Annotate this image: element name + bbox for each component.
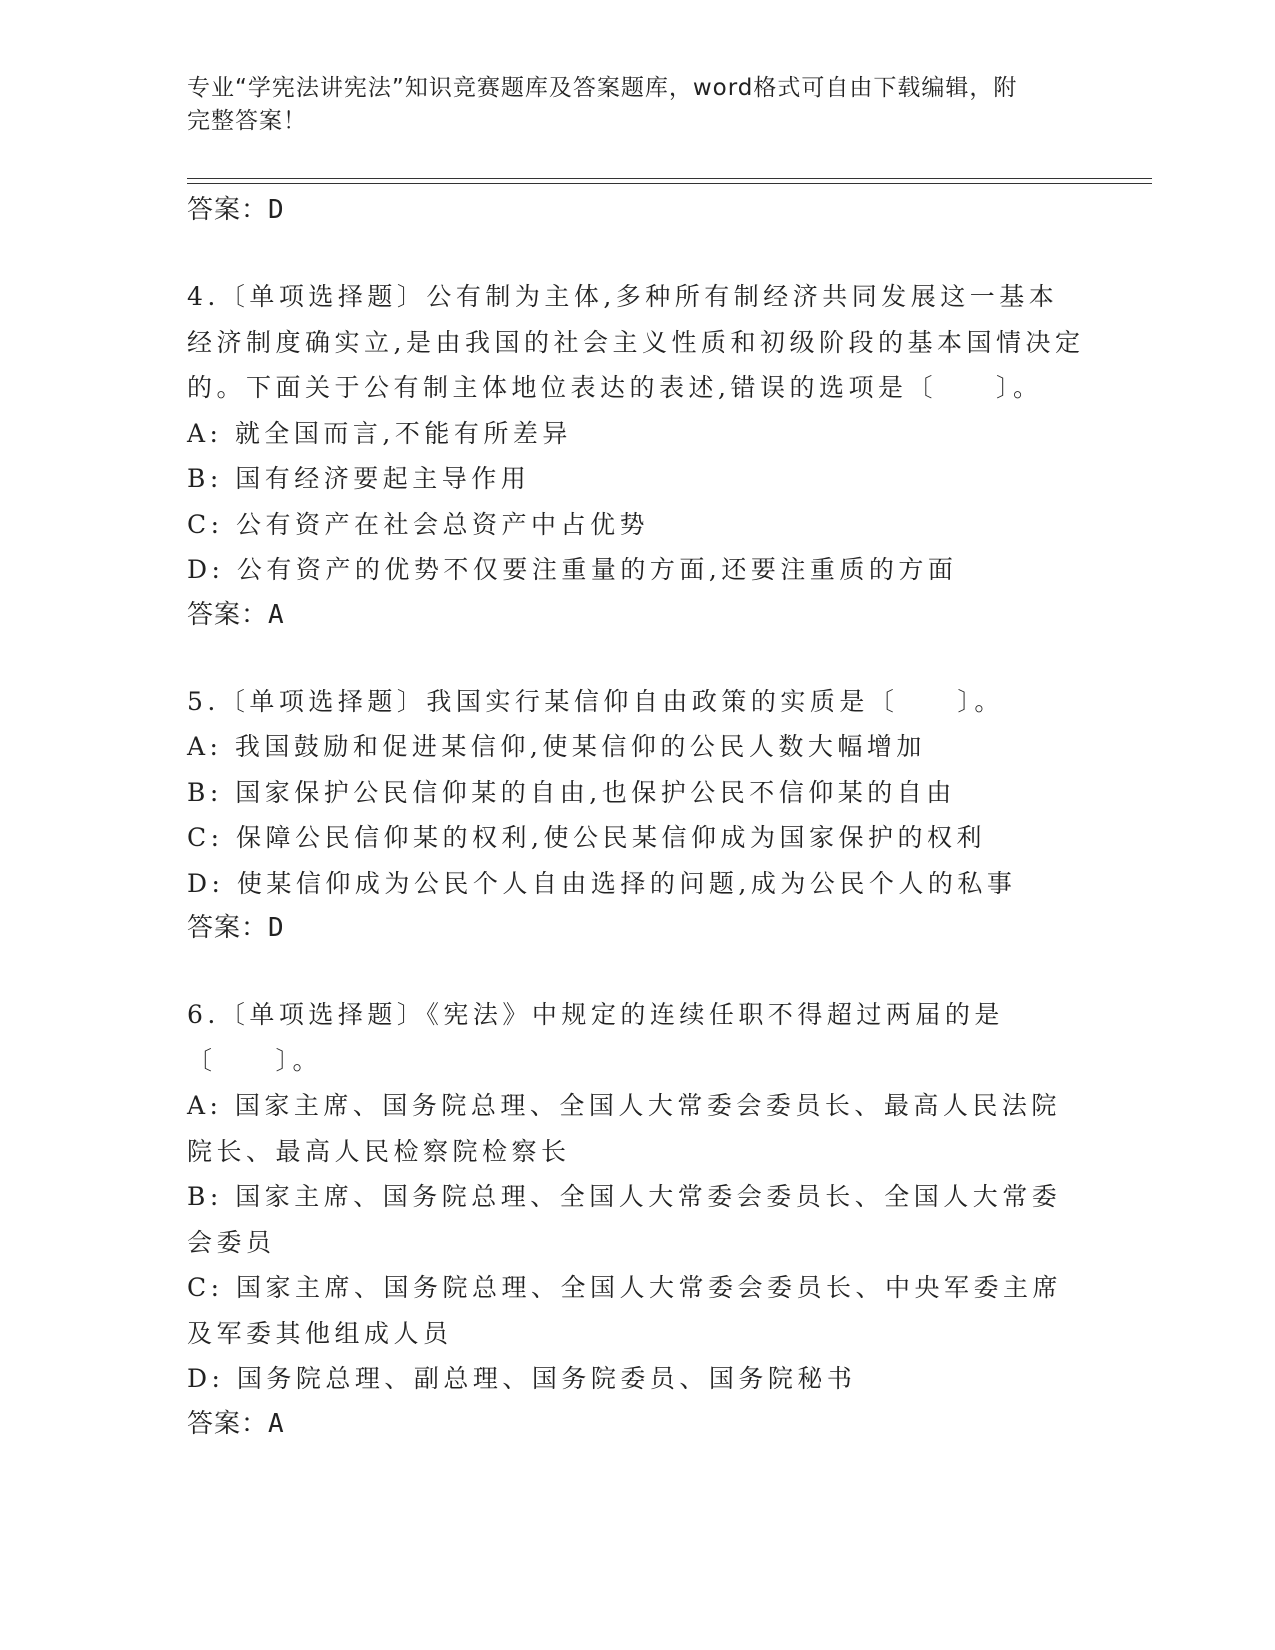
option-a: A: 我国鼓励和促进某信仰,使某信仰的公民人数大幅增加 (187, 732, 926, 761)
option-b: B: 国家主席、国务院总理、全国人大常委会委员长、全国人大常委会委员 (187, 1182, 1062, 1257)
header-line-1: 专业“学宪法讲宪法”知识竞赛题库及答案题库，word格式可自由下载编辑，附 (187, 75, 1018, 101)
answer-label: 答案： (187, 913, 269, 943)
question-block-6 (187, 992, 1087, 1446)
question-block-4 (187, 274, 1087, 637)
answer-label: 答案： (187, 1408, 269, 1439)
option-d: D: 使某信仰成为公民个人自由选择的问题,成为公民个人的私事 (187, 868, 1017, 898)
option-d: D: 国务院总理、副总理、国务院委员、国务院秘书 (187, 1364, 857, 1393)
option-c: C: 公有资产在社会总资产中占优势 (187, 509, 649, 539)
answer-label: 答案： (187, 195, 269, 225)
answer-value: A (268, 599, 285, 630)
spacer (187, 232, 1087, 274)
option-a: A: 国家主席、国务院总理、全国人大常委会委员长、最高人民法院院长、最高人民检察院检察长 (187, 1091, 1061, 1166)
answer-value: D (268, 913, 285, 943)
option-c: C: 国家主席、国务院总理、全国人大常委会委员长、中央军委主席及军委其他组成人员 (187, 1273, 1063, 1348)
answer-value: A (268, 1408, 285, 1439)
header-line-2: 完整答案！ (187, 108, 307, 134)
page-header (187, 72, 1067, 138)
question-answer (187, 593, 1087, 637)
question-answer (187, 906, 1087, 950)
header-divider-top (187, 178, 1152, 179)
document-body (187, 188, 1087, 1446)
option-b: B: 国家保护公民信仰某的自由,也保护公民不信仰某的自由 (187, 777, 956, 807)
question-text: 6.〔单项选择题〕《宪法》中规定的连续任职不得超过两届的是〔 〕。 (187, 1000, 1004, 1075)
question-text: 5.〔单项选择题〕我国实行某信仰自由政策的实质是〔 〕。 (187, 686, 1004, 716)
answer-value: D (268, 195, 285, 225)
answer-label: 答案： (187, 599, 269, 630)
option-c: C: 保障公民信仰某的权利,使公民某信仰成为国家保护的权利 (187, 823, 986, 852)
spacer (187, 950, 1087, 992)
spacer (187, 637, 1087, 679)
question-text: 4.〔单项选择题〕公有制为主体,多种所有制经济共同发展这一基本经济制度确实立,是由我国的社会主义性质和初级阶段的基本国情决定的。下面关于公有制主体地位表达的表述,错误的选项是〔 〕。 (187, 282, 1085, 402)
option-a: A: 就全国而言,不能有所差异 (187, 418, 572, 448)
option-d: D: 公有资产的优势不仅要注重量的方面,还要注重质的方面 (187, 555, 958, 584)
option-b: B: 国有经济要起主导作用 (187, 464, 531, 493)
question-answer (187, 1402, 1087, 1446)
question-block-5 (187, 679, 1087, 951)
header-divider-bottom (187, 183, 1152, 184)
previous-answer (187, 188, 1087, 232)
